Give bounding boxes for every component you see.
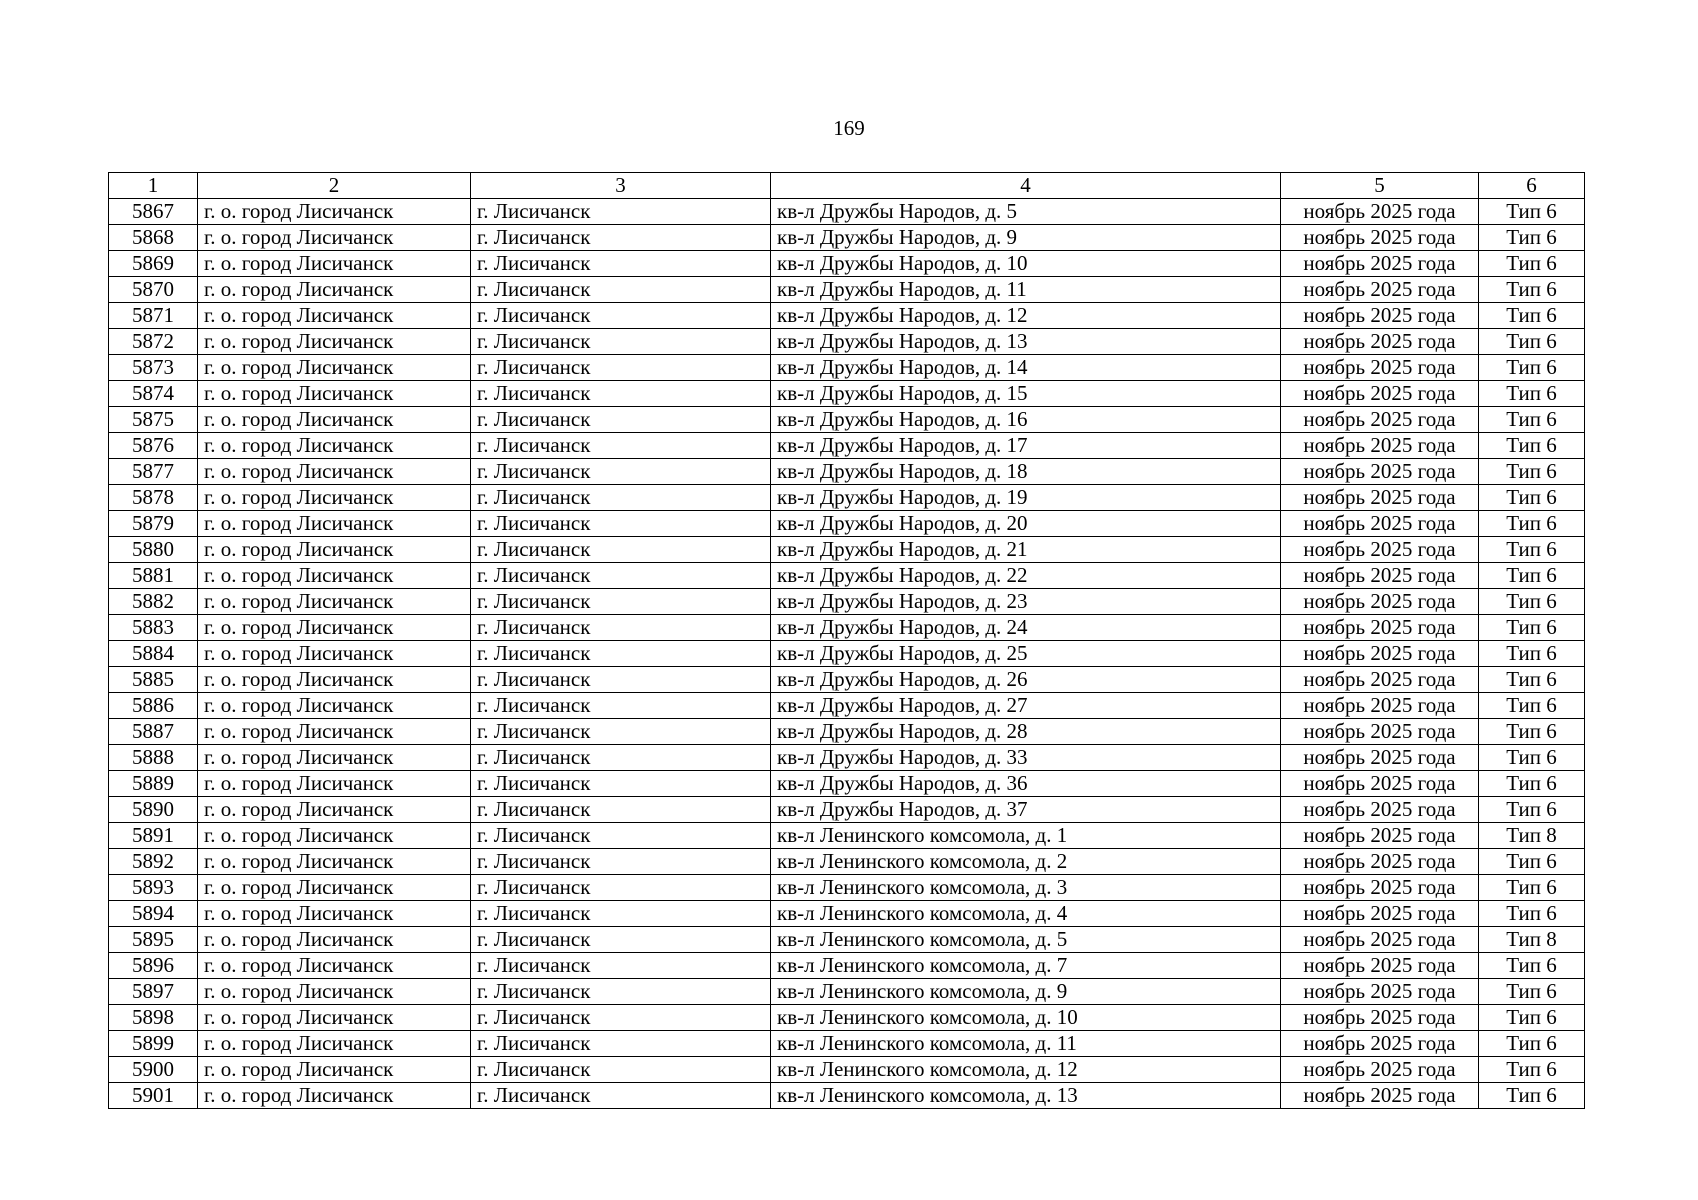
date-cell: ноябрь 2025 года [1281, 511, 1479, 537]
city-cell: г. Лисичанск [471, 511, 771, 537]
district-cell: г. о. город Лисичанск [198, 849, 471, 875]
type-cell: Тип 6 [1479, 641, 1585, 667]
address-cell: кв-л Дружбы Народов, д. 37 [771, 797, 1281, 823]
type-cell: Тип 6 [1479, 251, 1585, 277]
district-cell: г. о. город Лисичанск [198, 667, 471, 693]
address-cell: кв-л Дружбы Народов, д. 25 [771, 641, 1281, 667]
table-row [109, 797, 1585, 823]
district-cell: г. о. город Лисичанск [198, 641, 471, 667]
address-cell: кв-л Ленинского комсомола, д. 10 [771, 1005, 1281, 1031]
row-number: 5882 [109, 589, 198, 615]
city-cell: г. Лисичанск [471, 563, 771, 589]
district-cell: г. о. город Лисичанск [198, 823, 471, 849]
address-cell: кв-л Ленинского комсомола, д. 1 [771, 823, 1281, 849]
district-cell: г. о. город Лисичанск [198, 1031, 471, 1057]
date-cell: ноябрь 2025 года [1281, 407, 1479, 433]
address-cell: кв-л Дружбы Народов, д. 22 [771, 563, 1281, 589]
address-cell: кв-л Дружбы Народов, д. 19 [771, 485, 1281, 511]
district-cell: г. о. город Лисичанск [198, 1083, 471, 1109]
row-number: 5877 [109, 459, 198, 485]
city-cell: г. Лисичанск [471, 1057, 771, 1083]
city-cell: г. Лисичанск [471, 225, 771, 251]
address-cell: кв-л Ленинского комсомола, д. 3 [771, 875, 1281, 901]
row-number: 5871 [109, 303, 198, 329]
table-row [109, 979, 1585, 1005]
district-cell: г. о. город Лисичанск [198, 407, 471, 433]
district-cell: г. о. город Лисичанск [198, 1057, 471, 1083]
table-row [109, 381, 1585, 407]
registry-table [108, 172, 1585, 1109]
row-number: 5896 [109, 953, 198, 979]
date-cell: ноябрь 2025 года [1281, 823, 1479, 849]
district-cell: г. о. город Лисичанск [198, 875, 471, 901]
type-cell: Тип 6 [1479, 1005, 1585, 1031]
address-cell: кв-л Дружбы Народов, д. 14 [771, 355, 1281, 381]
row-number: 5886 [109, 693, 198, 719]
type-cell: Тип 6 [1479, 615, 1585, 641]
district-cell: г. о. город Лисичанск [198, 1005, 471, 1031]
city-cell: г. Лисичанск [471, 693, 771, 719]
row-number: 5878 [109, 485, 198, 511]
city-cell: г. Лисичанск [471, 875, 771, 901]
table-row [109, 537, 1585, 563]
table-row [109, 667, 1585, 693]
date-cell: ноябрь 2025 года [1281, 199, 1479, 225]
row-number: 5876 [109, 433, 198, 459]
table-row [109, 953, 1585, 979]
type-cell: Тип 6 [1479, 693, 1585, 719]
date-cell: ноябрь 2025 года [1281, 1005, 1479, 1031]
address-cell: кв-л Дружбы Народов, д. 12 [771, 303, 1281, 329]
address-cell: кв-л Ленинского комсомола, д. 7 [771, 953, 1281, 979]
date-cell: ноябрь 2025 года [1281, 979, 1479, 1005]
district-cell: г. о. город Лисичанск [198, 953, 471, 979]
row-number: 5869 [109, 251, 198, 277]
type-cell: Тип 6 [1479, 667, 1585, 693]
address-cell: кв-л Дружбы Народов, д. 26 [771, 667, 1281, 693]
date-cell: ноябрь 2025 года [1281, 849, 1479, 875]
row-number: 5870 [109, 277, 198, 303]
address-cell: кв-л Ленинского комсомола, д. 4 [771, 901, 1281, 927]
date-cell: ноябрь 2025 года [1281, 615, 1479, 641]
table-row [109, 329, 1585, 355]
row-number: 5881 [109, 563, 198, 589]
row-number: 5888 [109, 745, 198, 771]
address-cell: кв-л Дружбы Народов, д. 13 [771, 329, 1281, 355]
city-cell: г. Лисичанск [471, 381, 771, 407]
district-cell: г. о. город Лисичанск [198, 927, 471, 953]
type-cell: Тип 6 [1479, 589, 1585, 615]
date-cell: ноябрь 2025 года [1281, 693, 1479, 719]
district-cell: г. о. город Лисичанск [198, 901, 471, 927]
type-cell: Тип 6 [1479, 771, 1585, 797]
table-body [109, 199, 1585, 1109]
date-cell: ноябрь 2025 года [1281, 953, 1479, 979]
district-cell: г. о. город Лисичанск [198, 303, 471, 329]
date-cell: ноябрь 2025 года [1281, 719, 1479, 745]
type-cell: Тип 6 [1479, 745, 1585, 771]
address-cell: кв-л Дружбы Народов, д. 33 [771, 745, 1281, 771]
type-cell: Тип 6 [1479, 849, 1585, 875]
date-cell: ноябрь 2025 года [1281, 303, 1479, 329]
table-row [109, 771, 1585, 797]
address-cell: кв-л Дружбы Народов, д. 21 [771, 537, 1281, 563]
table-header [109, 173, 1585, 199]
table-row [109, 849, 1585, 875]
district-cell: г. о. город Лисичанск [198, 225, 471, 251]
city-cell: г. Лисичанск [471, 277, 771, 303]
date-cell: ноябрь 2025 года [1281, 667, 1479, 693]
city-cell: г. Лисичанск [471, 849, 771, 875]
page-number: 169 [833, 116, 865, 140]
type-cell: Тип 6 [1479, 381, 1585, 407]
address-cell: кв-л Дружбы Народов, д. 24 [771, 615, 1281, 641]
table-row [109, 407, 1585, 433]
row-number: 5879 [109, 511, 198, 537]
district-cell: г. о. город Лисичанск [198, 537, 471, 563]
address-cell: кв-л Дружбы Народов, д. 11 [771, 277, 1281, 303]
city-cell: г. Лисичанск [471, 251, 771, 277]
district-cell: г. о. город Лисичанск [198, 511, 471, 537]
table-row [109, 225, 1585, 251]
header-row [109, 173, 1585, 199]
district-cell: г. о. город Лисичанск [198, 355, 471, 381]
date-cell: ноябрь 2025 года [1281, 771, 1479, 797]
row-number: 5872 [109, 329, 198, 355]
date-cell: ноябрь 2025 года [1281, 875, 1479, 901]
city-cell: г. Лисичанск [471, 823, 771, 849]
table-row [109, 433, 1585, 459]
row-number: 5895 [109, 927, 198, 953]
date-cell: ноябрь 2025 года [1281, 927, 1479, 953]
table-row [109, 485, 1585, 511]
city-cell: г. Лисичанск [471, 589, 771, 615]
date-cell: ноябрь 2025 года [1281, 1083, 1479, 1109]
header-col-4: 4 [771, 173, 1281, 199]
header-col-1: 1 [109, 173, 198, 199]
type-cell: Тип 6 [1479, 485, 1585, 511]
date-cell: ноябрь 2025 года [1281, 251, 1479, 277]
table-row [109, 277, 1585, 303]
date-cell: ноябрь 2025 года [1281, 1057, 1479, 1083]
address-cell: кв-л Ленинского комсомола, д. 13 [771, 1083, 1281, 1109]
district-cell: г. о. город Лисичанск [198, 693, 471, 719]
table-row [109, 199, 1585, 225]
date-cell: ноябрь 2025 года [1281, 641, 1479, 667]
table-row [109, 745, 1585, 771]
row-number: 5885 [109, 667, 198, 693]
address-cell: кв-л Ленинского комсомола, д. 12 [771, 1057, 1281, 1083]
date-cell: ноябрь 2025 года [1281, 485, 1479, 511]
city-cell: г. Лисичанск [471, 199, 771, 225]
address-cell: кв-л Дружбы Народов, д. 9 [771, 225, 1281, 251]
address-cell: кв-л Дружбы Народов, д. 16 [771, 407, 1281, 433]
city-cell: г. Лисичанск [471, 485, 771, 511]
city-cell: г. Лисичанск [471, 927, 771, 953]
date-cell: ноябрь 2025 года [1281, 797, 1479, 823]
address-cell: кв-л Ленинского комсомола, д. 9 [771, 979, 1281, 1005]
row-number: 5901 [109, 1083, 198, 1109]
district-cell: г. о. город Лисичанск [198, 459, 471, 485]
address-cell: кв-л Ленинского комсомола, д. 2 [771, 849, 1281, 875]
type-cell: Тип 6 [1479, 901, 1585, 927]
header-col-3: 3 [471, 173, 771, 199]
type-cell: Тип 6 [1479, 433, 1585, 459]
date-cell: ноябрь 2025 года [1281, 433, 1479, 459]
city-cell: г. Лисичанск [471, 901, 771, 927]
type-cell: Тип 6 [1479, 407, 1585, 433]
city-cell: г. Лисичанск [471, 329, 771, 355]
row-number: 5900 [109, 1057, 198, 1083]
type-cell: Тип 6 [1479, 797, 1585, 823]
row-number: 5873 [109, 355, 198, 381]
date-cell: ноябрь 2025 года [1281, 225, 1479, 251]
city-cell: г. Лисичанск [471, 667, 771, 693]
table-row [109, 693, 1585, 719]
row-number: 5894 [109, 901, 198, 927]
type-cell: Тип 6 [1479, 563, 1585, 589]
city-cell: г. Лисичанск [471, 407, 771, 433]
type-cell: Тип 6 [1479, 953, 1585, 979]
table-row [109, 901, 1585, 927]
row-number: 5867 [109, 199, 198, 225]
table-row [109, 1083, 1585, 1109]
table-row [109, 875, 1585, 901]
date-cell: ноябрь 2025 года [1281, 1031, 1479, 1057]
row-number: 5868 [109, 225, 198, 251]
city-cell: г. Лисичанск [471, 953, 771, 979]
row-number: 5875 [109, 407, 198, 433]
address-cell: кв-л Дружбы Народов, д. 10 [771, 251, 1281, 277]
district-cell: г. о. город Лисичанск [198, 771, 471, 797]
address-cell: кв-л Ленинского комсомола, д. 11 [771, 1031, 1281, 1057]
row-number: 5897 [109, 979, 198, 1005]
address-cell: кв-л Дружбы Народов, д. 28 [771, 719, 1281, 745]
district-cell: г. о. город Лисичанск [198, 329, 471, 355]
city-cell: г. Лисичанск [471, 459, 771, 485]
table-row [109, 303, 1585, 329]
date-cell: ноябрь 2025 года [1281, 459, 1479, 485]
district-cell: г. о. город Лисичанск [198, 199, 471, 225]
address-cell: кв-л Дружбы Народов, д. 18 [771, 459, 1281, 485]
date-cell: ноябрь 2025 года [1281, 381, 1479, 407]
date-cell: ноябрь 2025 года [1281, 537, 1479, 563]
date-cell: ноябрь 2025 года [1281, 901, 1479, 927]
row-number: 5890 [109, 797, 198, 823]
city-cell: г. Лисичанск [471, 979, 771, 1005]
date-cell: ноябрь 2025 года [1281, 355, 1479, 381]
city-cell: г. Лисичанск [471, 615, 771, 641]
type-cell: Тип 6 [1479, 1083, 1585, 1109]
district-cell: г. о. город Лисичанск [198, 615, 471, 641]
city-cell: г. Лисичанск [471, 771, 771, 797]
table-row [109, 589, 1585, 615]
district-cell: г. о. город Лисичанск [198, 485, 471, 511]
table-row [109, 1031, 1585, 1057]
row-number: 5884 [109, 641, 198, 667]
row-number: 5899 [109, 1031, 198, 1057]
city-cell: г. Лисичанск [471, 1031, 771, 1057]
header-col-6: 6 [1479, 173, 1585, 199]
city-cell: г. Лисичанск [471, 797, 771, 823]
type-cell: Тип 6 [1479, 355, 1585, 381]
table-row [109, 511, 1585, 537]
address-cell: кв-л Дружбы Народов, д. 15 [771, 381, 1281, 407]
city-cell: г. Лисичанск [471, 1083, 771, 1109]
row-number: 5874 [109, 381, 198, 407]
table-row [109, 615, 1585, 641]
type-cell: Тип 6 [1479, 511, 1585, 537]
district-cell: г. о. город Лисичанск [198, 589, 471, 615]
row-number: 5887 [109, 719, 198, 745]
table-row [109, 563, 1585, 589]
district-cell: г. о. город Лисичанск [198, 719, 471, 745]
row-number: 5883 [109, 615, 198, 641]
type-cell: Тип 6 [1479, 719, 1585, 745]
type-cell: Тип 6 [1479, 329, 1585, 355]
type-cell: Тип 6 [1479, 225, 1585, 251]
type-cell: Тип 6 [1479, 303, 1585, 329]
date-cell: ноябрь 2025 года [1281, 745, 1479, 771]
row-number: 5892 [109, 849, 198, 875]
type-cell: Тип 8 [1479, 927, 1585, 953]
table-row [109, 641, 1585, 667]
address-cell: кв-л Дружбы Народов, д. 27 [771, 693, 1281, 719]
type-cell: Тип 6 [1479, 979, 1585, 1005]
district-cell: г. о. город Лисичанск [198, 277, 471, 303]
district-cell: г. о. город Лисичанск [198, 251, 471, 277]
district-cell: г. о. город Лисичанск [198, 433, 471, 459]
table-row [109, 927, 1585, 953]
city-cell: г. Лисичанск [471, 433, 771, 459]
city-cell: г. Лисичанск [471, 355, 771, 381]
table-row [109, 459, 1585, 485]
district-cell: г. о. город Лисичанск [198, 745, 471, 771]
address-cell: кв-л Ленинского комсомола, д. 5 [771, 927, 1281, 953]
table-row [109, 1057, 1585, 1083]
date-cell: ноябрь 2025 года [1281, 563, 1479, 589]
type-cell: Тип 6 [1479, 199, 1585, 225]
table-row [109, 719, 1585, 745]
type-cell: Тип 6 [1479, 537, 1585, 563]
row-number: 5889 [109, 771, 198, 797]
type-cell: Тип 6 [1479, 875, 1585, 901]
district-cell: г. о. город Лисичанск [198, 563, 471, 589]
address-cell: кв-л Дружбы Народов, д. 36 [771, 771, 1281, 797]
city-cell: г. Лисичанск [471, 1005, 771, 1031]
district-cell: г. о. город Лисичанск [198, 979, 471, 1005]
type-cell: Тип 6 [1479, 277, 1585, 303]
city-cell: г. Лисичанск [471, 745, 771, 771]
table-row [109, 823, 1585, 849]
date-cell: ноябрь 2025 года [1281, 589, 1479, 615]
row-number: 5891 [109, 823, 198, 849]
header-col-2: 2 [198, 173, 471, 199]
district-cell: г. о. город Лисичанск [198, 381, 471, 407]
city-cell: г. Лисичанск [471, 537, 771, 563]
address-cell: кв-л Дружбы Народов, д. 17 [771, 433, 1281, 459]
date-cell: ноябрь 2025 года [1281, 277, 1479, 303]
city-cell: г. Лисичанск [471, 641, 771, 667]
table-row [109, 251, 1585, 277]
row-number: 5893 [109, 875, 198, 901]
city-cell: г. Лисичанск [471, 303, 771, 329]
address-cell: кв-л Дружбы Народов, д. 23 [771, 589, 1281, 615]
address-cell: кв-л Дружбы Народов, д. 5 [771, 199, 1281, 225]
type-cell: Тип 6 [1479, 1057, 1585, 1083]
row-number: 5898 [109, 1005, 198, 1031]
date-cell: ноябрь 2025 года [1281, 329, 1479, 355]
table-row [109, 355, 1585, 381]
city-cell: г. Лисичанск [471, 719, 771, 745]
type-cell: Тип 8 [1479, 823, 1585, 849]
type-cell: Тип 6 [1479, 459, 1585, 485]
table-row [109, 1005, 1585, 1031]
header-col-5: 5 [1281, 173, 1479, 199]
district-cell: г. о. город Лисичанск [198, 797, 471, 823]
row-number: 5880 [109, 537, 198, 563]
address-cell: кв-л Дружбы Народов, д. 20 [771, 511, 1281, 537]
type-cell: Тип 6 [1479, 1031, 1585, 1057]
